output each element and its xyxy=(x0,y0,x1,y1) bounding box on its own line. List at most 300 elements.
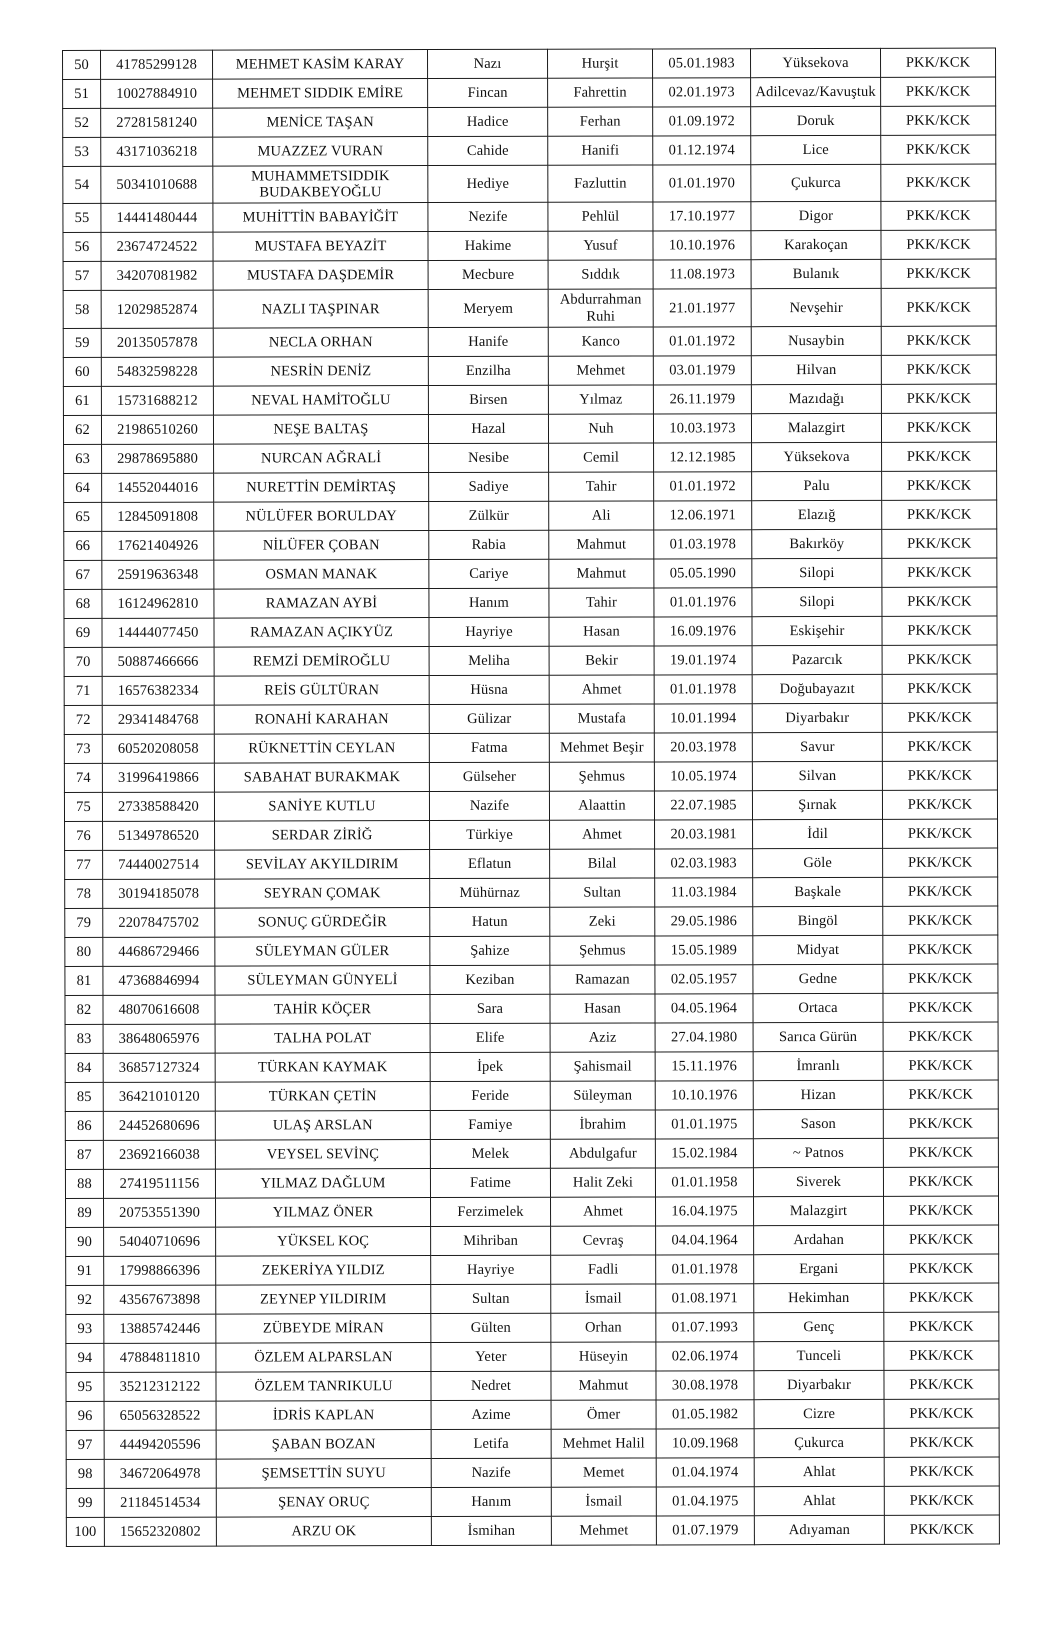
cell-father-name: Fazluttin xyxy=(548,165,653,203)
cell-id-number: 23674724522 xyxy=(101,233,213,262)
cell-birth-place: Midyat xyxy=(753,935,883,964)
cell-mother-name: Mühürnaz xyxy=(430,878,550,907)
cell-father-name: Nuh xyxy=(548,414,653,443)
cell-birth-date: 27.04.1980 xyxy=(655,1023,753,1052)
table-row xyxy=(66,1399,999,1430)
cell-id-number: 44686729466 xyxy=(103,937,215,966)
cell-father-name: Abdurrahman Ruhi xyxy=(548,289,653,327)
cell-birth-place: Palu xyxy=(752,471,882,500)
cell-mother-name: Mihriban xyxy=(431,1226,551,1255)
cell-mother-name: Cariye xyxy=(429,559,549,588)
cell-mother-name: Enzilha xyxy=(428,356,548,385)
cell-birth-date: 16.09.1976 xyxy=(654,617,752,646)
cell-row-number: 51 xyxy=(63,79,101,108)
cell-id-number: 16576382334 xyxy=(102,676,214,705)
cell-row-number: 62 xyxy=(63,415,101,444)
cell-row-number: 54 xyxy=(63,166,101,204)
cell-birth-date: 16.04.1975 xyxy=(656,1197,754,1226)
cell-org-label: PKK/KCK xyxy=(884,1399,999,1428)
cell-full-name: ŞENAY ORUÇ xyxy=(216,1487,431,1517)
roster-table xyxy=(62,48,1000,1547)
cell-birth-place: Nusaybin xyxy=(751,326,881,355)
cell-mother-name: Mecbure xyxy=(428,261,548,290)
cell-father-name: Tahir xyxy=(549,472,654,501)
cell-birth-place: Çukurca xyxy=(751,164,881,202)
cell-full-name: SERDAR ZİRİĞ xyxy=(215,820,430,850)
cell-mother-name: İsmihan xyxy=(431,1516,551,1545)
cell-id-number: 41785299128 xyxy=(101,50,213,79)
cell-father-name: Mehmet xyxy=(548,356,653,385)
cell-birth-date: 01.01.1958 xyxy=(655,1168,753,1197)
cell-org-label: PKK/KCK xyxy=(883,993,998,1022)
cell-full-name: ŞABAN BOZAN xyxy=(216,1429,431,1459)
cell-full-name: ÖZLEM ALPARSLAN xyxy=(216,1342,431,1372)
cell-org-label: PKK/KCK xyxy=(881,355,996,384)
cell-org-label: PKK/KCK xyxy=(881,164,996,202)
cell-org-label: PKK/KCK xyxy=(882,442,997,471)
table-row xyxy=(65,1080,998,1111)
cell-row-number: 80 xyxy=(65,937,103,966)
cell-mother-name: Hüsna xyxy=(429,675,549,704)
cell-birth-date: 01.01.1978 xyxy=(656,1255,754,1284)
cell-org-label: PKK/KCK xyxy=(881,202,996,231)
cell-father-name: Ali xyxy=(549,501,654,530)
cell-org-label: PKK/KCK xyxy=(884,1428,999,1457)
cell-father-name: İsmail xyxy=(551,1487,656,1516)
cell-full-name: SEYRAN ÇOMAK xyxy=(215,878,430,908)
cell-id-number: 24452680696 xyxy=(103,1111,215,1140)
cell-row-number: 93 xyxy=(66,1314,104,1343)
cell-org-label: PKK/KCK xyxy=(881,106,996,135)
cell-id-number: 14441480444 xyxy=(101,204,213,233)
cell-id-number: 22078475702 xyxy=(103,908,215,937)
cell-row-number: 97 xyxy=(66,1430,104,1459)
cell-birth-place: Diyarbakır xyxy=(752,703,882,732)
cell-birth-date: 03.01.1979 xyxy=(653,356,751,385)
cell-row-number: 100 xyxy=(66,1517,104,1546)
cell-full-name: İDRİS KAPLAN xyxy=(216,1400,431,1430)
cell-row-number: 83 xyxy=(65,1024,103,1053)
cell-row-number: 63 xyxy=(64,444,102,473)
cell-row-number: 91 xyxy=(66,1256,104,1285)
cell-row-number: 87 xyxy=(65,1140,103,1169)
cell-father-name: Ferhan xyxy=(548,107,653,136)
cell-org-label: PKK/KCK xyxy=(882,558,997,587)
cell-org-label: PKK/KCK xyxy=(882,761,997,790)
cell-org-label: PKK/KCK xyxy=(883,1022,998,1051)
cell-father-name: Sıddık xyxy=(548,260,653,289)
cell-mother-name: Hazal xyxy=(428,414,548,443)
cell-birth-date: 04.04.1964 xyxy=(656,1226,754,1255)
cell-birth-date: 15.11.1976 xyxy=(655,1052,753,1081)
cell-birth-place: Adilcevaz/Kavuştuk xyxy=(751,77,881,106)
table-row xyxy=(66,1428,999,1459)
cell-birth-place: Hilvan xyxy=(751,355,881,384)
table-row xyxy=(66,1341,999,1372)
table-row xyxy=(64,471,997,502)
cell-id-number: 30194185078 xyxy=(103,879,215,908)
cell-birth-place: Adıyaman xyxy=(754,1515,884,1544)
table-row xyxy=(64,674,997,705)
cell-row-number: 55 xyxy=(63,204,101,233)
cell-row-number: 99 xyxy=(66,1488,104,1517)
cell-birth-date: 01.09.1972 xyxy=(653,107,751,136)
cell-org-label: PKK/KCK xyxy=(882,732,997,761)
cell-birth-date: 01.07.1993 xyxy=(656,1313,754,1342)
cell-father-name: Şehmus xyxy=(550,936,655,965)
cell-org-label: PKK/KCK xyxy=(883,964,998,993)
cell-org-label: PKK/KCK xyxy=(882,471,997,500)
cell-full-name: SÜLEYMAN GÜLER xyxy=(215,936,430,966)
cell-id-number: 38648065976 xyxy=(103,1024,215,1053)
cell-birth-place: Karakoçan xyxy=(751,231,881,260)
table-row xyxy=(65,1138,998,1169)
cell-birth-place: Malazgirt xyxy=(751,413,881,442)
cell-full-name: MUHİTTİN BABAYİĞİT xyxy=(213,203,428,233)
cell-full-name: REİS GÜLTÜRAN xyxy=(214,675,429,705)
cell-birth-place: Silvan xyxy=(752,761,882,790)
cell-birth-date: 11.03.1984 xyxy=(655,878,753,907)
cell-birth-date: 01.07.1979 xyxy=(656,1516,754,1545)
cell-org-label: PKK/KCK xyxy=(884,1486,999,1515)
cell-id-number: 74440027514 xyxy=(103,850,215,879)
cell-full-name: NEŞE BALTAŞ xyxy=(213,414,428,444)
cell-org-label: PKK/KCK xyxy=(881,260,996,289)
cell-birth-date: 01.12.1974 xyxy=(653,136,751,165)
cell-birth-place: Göle xyxy=(753,848,883,877)
cell-id-number: 16124962810 xyxy=(102,589,214,618)
cell-mother-name: Sadiye xyxy=(429,472,549,501)
roster-table-body xyxy=(63,48,1000,1546)
cell-birth-place: Silopi xyxy=(752,558,882,587)
cell-row-number: 85 xyxy=(65,1082,103,1111)
cell-father-name: Aziz xyxy=(550,1023,655,1052)
cell-org-label: PKK/KCK xyxy=(884,1254,999,1283)
cell-id-number: 13885742446 xyxy=(104,1314,216,1343)
cell-father-name: Bilal xyxy=(550,849,655,878)
cell-mother-name: Nazife xyxy=(429,791,549,820)
cell-birth-date: 20.03.1978 xyxy=(654,733,752,762)
table-row xyxy=(63,231,996,262)
cell-mother-name: Yeter xyxy=(431,1342,551,1371)
cell-row-number: 50 xyxy=(63,50,101,79)
cell-father-name: Süleyman xyxy=(550,1081,655,1110)
cell-row-number: 89 xyxy=(66,1198,104,1227)
cell-birth-place: Elazığ xyxy=(752,500,882,529)
cell-org-label: PKK/KCK xyxy=(882,529,997,558)
cell-birth-date: 10.03.1973 xyxy=(653,414,751,443)
cell-row-number: 60 xyxy=(63,357,101,386)
table-row xyxy=(65,1109,998,1140)
cell-birth-place: Şırnak xyxy=(752,790,882,819)
cell-birth-date: 15.05.1989 xyxy=(655,936,753,965)
table-row xyxy=(64,732,997,763)
cell-mother-name: Hayriye xyxy=(431,1255,551,1284)
cell-mother-name: Türkiye xyxy=(430,820,550,849)
cell-mother-name: Nesibe xyxy=(429,443,549,472)
cell-full-name: NÜLÜFER BORULDAY xyxy=(214,501,429,531)
cell-father-name: Memet xyxy=(551,1458,656,1487)
cell-father-name: Şehmus xyxy=(549,762,654,791)
cell-org-label: PKK/KCK xyxy=(882,703,997,732)
cell-full-name: ÖZLEM TANRIKULU xyxy=(216,1371,431,1401)
cell-birth-date: 01.04.1974 xyxy=(656,1458,754,1487)
table-row xyxy=(64,442,997,473)
cell-birth-place: Çukurca xyxy=(754,1428,884,1457)
cell-mother-name: İpek xyxy=(430,1052,550,1081)
cell-mother-name: Hanım xyxy=(429,588,549,617)
table-row xyxy=(63,355,996,386)
cell-full-name: MUSTAFA DAŞDEMİR xyxy=(213,261,428,291)
cell-mother-name: Azime xyxy=(431,1400,551,1429)
cell-birth-place: Bingöl xyxy=(753,906,883,935)
cell-id-number: 36421010120 xyxy=(103,1082,215,1111)
cell-org-label: PKK/KCK xyxy=(881,77,996,106)
cell-id-number: 50887466666 xyxy=(102,647,214,676)
cell-father-name: İbrahim xyxy=(550,1110,655,1139)
cell-row-number: 78 xyxy=(65,879,103,908)
cell-org-label: PKK/KCK xyxy=(883,1109,998,1138)
cell-birth-place: Silopi xyxy=(752,587,882,616)
cell-full-name: REMZİ DEMİROĞLU xyxy=(214,646,429,676)
cell-birth-place: Sarıca Gürün xyxy=(753,1022,883,1051)
table-row xyxy=(63,289,996,329)
cell-birth-date: 12.06.1971 xyxy=(654,501,752,530)
cell-birth-date: 01.01.1972 xyxy=(653,327,751,356)
cell-birth-date: 11.08.1973 xyxy=(653,260,751,289)
cell-birth-date: 01.04.1975 xyxy=(656,1487,754,1516)
cell-row-number: 61 xyxy=(63,386,101,415)
cell-birth-place: Hizan xyxy=(753,1080,883,1109)
cell-full-name: NURETTİN DEMİRTAŞ xyxy=(214,472,429,502)
table-row xyxy=(66,1370,999,1401)
cell-org-label: PKK/KCK xyxy=(881,413,996,442)
cell-org-label: PKK/KCK xyxy=(882,674,997,703)
cell-mother-name: Feride xyxy=(430,1081,550,1110)
cell-mother-name: Elife xyxy=(430,1023,550,1052)
cell-birth-place: Savur xyxy=(752,732,882,761)
cell-org-label: PKK/KCK xyxy=(880,48,995,77)
cell-father-name: İsmail xyxy=(551,1284,656,1313)
cell-birth-place: Siverek xyxy=(753,1167,883,1196)
cell-birth-date: 01.01.1970 xyxy=(653,165,751,203)
table-row xyxy=(64,645,997,676)
cell-birth-place: Ergani xyxy=(754,1254,884,1283)
cell-row-number: 95 xyxy=(66,1372,104,1401)
cell-id-number: 10027884910 xyxy=(101,79,213,108)
cell-row-number: 79 xyxy=(65,908,103,937)
cell-father-name: Fahrettin xyxy=(548,78,653,107)
cell-birth-date: 21.01.1977 xyxy=(653,289,751,327)
cell-id-number: 29341484768 xyxy=(102,705,214,734)
roster-table-wrapper xyxy=(62,48,1000,1547)
cell-mother-name: Meliha xyxy=(429,646,549,675)
cell-id-number: 21986510260 xyxy=(101,415,213,444)
cell-full-name: MUSTAFA BEYAZİT xyxy=(213,232,428,262)
cell-id-number: 34672064978 xyxy=(104,1459,216,1488)
cell-birth-date: 10.01.1994 xyxy=(654,704,752,733)
cell-birth-place: Ahlat xyxy=(754,1486,884,1515)
cell-id-number: 60520208058 xyxy=(102,734,214,763)
cell-birth-date: 30.08.1978 xyxy=(656,1371,754,1400)
cell-mother-name: Birsen xyxy=(428,385,548,414)
cell-id-number: 43171036218 xyxy=(101,137,213,166)
cell-full-name: TÜRKAN KAYMAK xyxy=(215,1052,430,1082)
cell-row-number: 76 xyxy=(65,821,103,850)
cell-full-name: NECLA ORHAN xyxy=(213,327,428,357)
cell-org-label: PKK/KCK xyxy=(883,1167,998,1196)
cell-mother-name: Meryem xyxy=(428,290,548,328)
cell-birth-date: 26.11.1979 xyxy=(653,385,751,414)
cell-org-label: PKK/KCK xyxy=(882,500,997,529)
cell-org-label: PKK/KCK xyxy=(883,935,998,964)
cell-birth-place: İdil xyxy=(753,819,883,848)
table-row xyxy=(66,1486,999,1517)
table-row xyxy=(65,993,998,1024)
cell-id-number: 27419511156 xyxy=(103,1169,215,1198)
cell-id-number: 29878695880 xyxy=(102,444,214,473)
table-row xyxy=(64,790,997,821)
cell-full-name: ZEYNEP YILDIRIM xyxy=(216,1284,431,1314)
cell-full-name: RÜKNETTİN CEYLAN xyxy=(214,733,429,763)
cell-row-number: 69 xyxy=(64,618,102,647)
cell-full-name: YÜKSEL KOÇ xyxy=(216,1226,431,1256)
cell-birth-date: 22.07.1985 xyxy=(654,791,752,820)
cell-org-label: PKK/KCK xyxy=(884,1283,999,1312)
cell-full-name: SONUÇ GÜRDEĞİR xyxy=(215,907,430,937)
cell-birth-place: Diyarbakır xyxy=(754,1370,884,1399)
table-row xyxy=(63,106,996,137)
cell-full-name: RAMAZAN AÇIKYÜZ xyxy=(214,617,429,647)
cell-mother-name: Hatun xyxy=(430,907,550,936)
cell-birth-date: 02.03.1983 xyxy=(655,849,753,878)
cell-birth-date: 02.06.1974 xyxy=(656,1342,754,1371)
cell-row-number: 86 xyxy=(65,1111,103,1140)
cell-birth-date: 01.03.1978 xyxy=(654,530,752,559)
cell-birth-date: 17.10.1977 xyxy=(653,202,751,231)
cell-father-name: Hanifi xyxy=(548,136,653,165)
table-row xyxy=(65,848,998,879)
cell-id-number: 36857127324 xyxy=(103,1053,215,1082)
cell-org-label: PKK/KCK xyxy=(884,1370,999,1399)
cell-row-number: 75 xyxy=(64,792,102,821)
cell-id-number: 23692166038 xyxy=(103,1140,215,1169)
cell-mother-name: Keziban xyxy=(430,965,550,994)
cell-mother-name: Fatma xyxy=(429,733,549,762)
cell-row-number: 81 xyxy=(65,966,103,995)
table-row xyxy=(63,48,996,79)
cell-org-label: PKK/KCK xyxy=(881,384,996,413)
cell-org-label: PKK/KCK xyxy=(881,289,996,327)
cell-mother-name: Fincan xyxy=(428,78,548,107)
cell-full-name: MEHMET KASİM KARAY xyxy=(213,50,428,80)
cell-father-name: Mehmet Beşir xyxy=(549,733,654,762)
table-row xyxy=(64,761,997,792)
cell-row-number: 92 xyxy=(66,1285,104,1314)
cell-org-label: PKK/KCK xyxy=(884,1312,999,1341)
cell-id-number: 12029852874 xyxy=(101,291,213,329)
cell-id-number: 12845091808 xyxy=(102,502,214,531)
cell-mother-name: Hakime xyxy=(428,232,548,261)
cell-org-label: PKK/KCK xyxy=(881,135,996,164)
cell-birth-date: 05.05.1990 xyxy=(654,559,752,588)
cell-birth-place: Ardahan xyxy=(754,1225,884,1254)
cell-row-number: 67 xyxy=(64,560,102,589)
cell-id-number: 15731688212 xyxy=(101,386,213,415)
cell-row-number: 98 xyxy=(66,1459,104,1488)
table-row xyxy=(64,500,997,531)
cell-father-name: Cemil xyxy=(549,443,654,472)
cell-mother-name: Gülizar xyxy=(429,704,549,733)
cell-birth-date: 19.01.1974 xyxy=(654,646,752,675)
cell-id-number: 17621404926 xyxy=(102,531,214,560)
cell-birth-date: 10.10.1976 xyxy=(653,231,751,260)
cell-mother-name: Hediye xyxy=(428,165,548,203)
cell-mother-name: Letifa xyxy=(431,1429,551,1458)
cell-org-label: PKK/KCK xyxy=(883,877,998,906)
cell-row-number: 58 xyxy=(63,291,101,329)
cell-father-name: Cevraş xyxy=(551,1226,656,1255)
cell-row-number: 82 xyxy=(65,995,103,1024)
cell-row-number: 88 xyxy=(65,1169,103,1198)
cell-mother-name: Hanife xyxy=(428,327,548,356)
cell-father-name: Ahmet xyxy=(550,820,655,849)
cell-full-name: TALHA POLAT xyxy=(215,1023,430,1053)
cell-birth-date: 01.01.1975 xyxy=(655,1110,753,1139)
cell-father-name: Ramazan xyxy=(550,965,655,994)
cell-mother-name: Gülseher xyxy=(429,762,549,791)
cell-birth-date: 15.02.1984 xyxy=(655,1139,753,1168)
cell-id-number: 47884811810 xyxy=(104,1343,216,1372)
cell-father-name: Sultan xyxy=(550,878,655,907)
cell-father-name: Hurşit xyxy=(547,49,652,78)
cell-mother-name: Sultan xyxy=(431,1284,551,1313)
cell-birth-place: Doruk xyxy=(751,106,881,135)
cell-mother-name: Eflatun xyxy=(430,849,550,878)
table-row xyxy=(65,1022,998,1053)
cell-full-name: OSMAN MANAK xyxy=(214,559,429,589)
cell-id-number: 54040710696 xyxy=(104,1227,216,1256)
cell-id-number: 44494205596 xyxy=(104,1430,216,1459)
table-row xyxy=(66,1312,999,1343)
cell-birth-place: Doğubayazıt xyxy=(752,674,882,703)
cell-birth-place: İmranlı xyxy=(753,1051,883,1080)
cell-father-name: Halit Zeki xyxy=(550,1168,655,1197)
cell-father-name: Zeki xyxy=(550,907,655,936)
cell-org-label: PKK/KCK xyxy=(882,587,997,616)
cell-full-name: TÜRKAN ÇETİN xyxy=(215,1081,430,1111)
table-row xyxy=(64,529,997,560)
cell-mother-name: Nezife xyxy=(428,203,548,232)
table-row xyxy=(63,164,996,204)
cell-birth-date: 02.05.1957 xyxy=(655,965,753,994)
cell-birth-place: Nevşehir xyxy=(751,289,881,327)
table-row xyxy=(66,1515,999,1546)
cell-full-name: MUAZZEZ VURAN xyxy=(213,137,428,167)
table-row xyxy=(65,1167,998,1198)
cell-birth-date: 01.05.1982 xyxy=(656,1400,754,1429)
cell-birth-place: Bulanık xyxy=(751,260,881,289)
cell-row-number: 70 xyxy=(64,647,102,676)
cell-birth-place: Ortaca xyxy=(753,993,883,1022)
cell-birth-date: 01.01.1976 xyxy=(654,588,752,617)
cell-id-number: 47368846994 xyxy=(103,966,215,995)
cell-birth-place: Bakırköy xyxy=(752,529,882,558)
cell-mother-name: Famiye xyxy=(430,1110,550,1139)
cell-mother-name: Nazı xyxy=(428,49,548,78)
table-row xyxy=(65,1051,998,1082)
cell-mother-name: Nazife xyxy=(431,1458,551,1487)
